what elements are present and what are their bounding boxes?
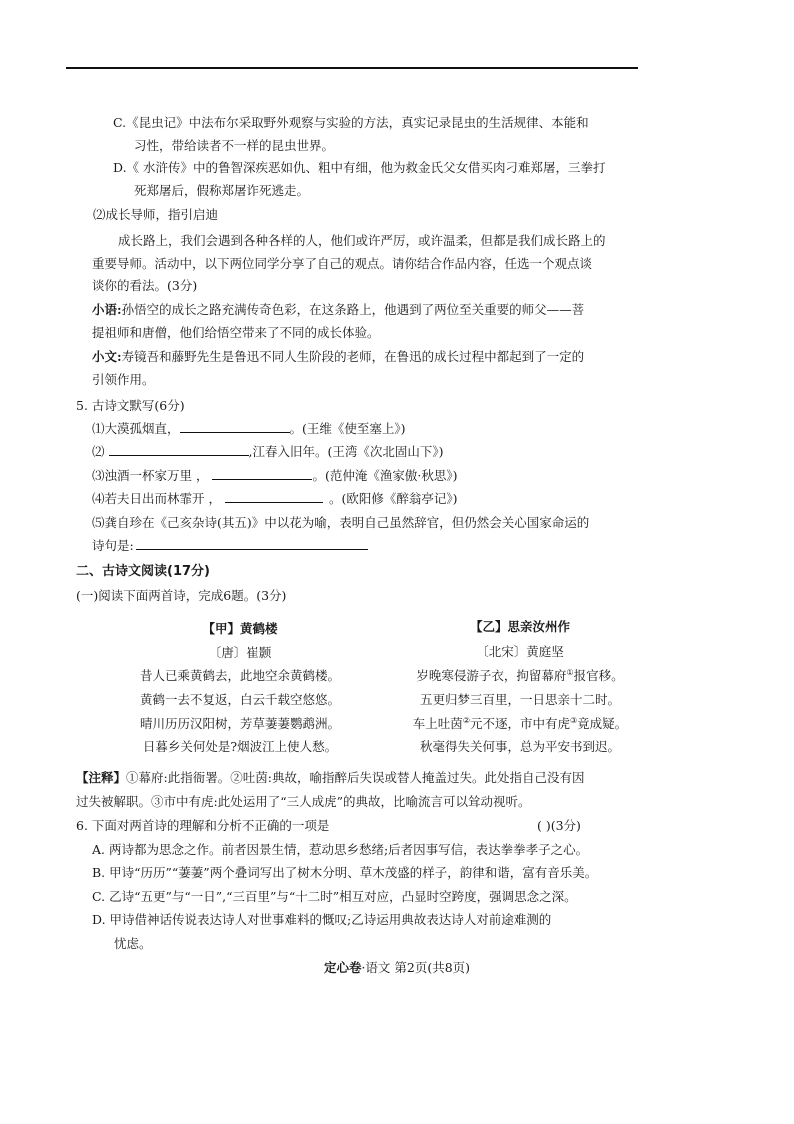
xiaoyu-line2: 提祖师和唐僧，他们给悟空带来了不同的成长体验。 <box>92 325 380 340</box>
note-line2: 过失被解职。③市中有虎:此处运用了“三人成虎”的典故，比喻流言可以耸动视听。 <box>76 794 531 809</box>
q5-item3 <box>92 468 457 484</box>
q6-option-c[interactable]: C. 乙诗“五更”与“一日”,“三百里”与“十二时”相互对应，凸显时空跨度，强调思念之深。 <box>92 889 577 904</box>
xiaoyu-text1: 孙悟空的成长之路充满传奇色彩，在这条路上，他遇到了两位至关重要的师父——菩 <box>121 302 585 317</box>
poem-b-line4: 秋毫得失关何事，总为平安书到迟。 <box>419 739 620 754</box>
xiaowen-line1 <box>92 349 584 365</box>
note-label: 【注释】 <box>76 770 127 785</box>
q4-2-para2: 重要导师。活动中，以下两位同学分享了自己的观点。请你结合作品内容，任选一个观点谈 <box>92 256 593 271</box>
xiaowen-label: 小文: <box>92 349 122 364</box>
poem-b-line2: 五更归梦三百里，一日思亲十二时。 <box>419 692 620 707</box>
note-marker-2: ② <box>462 715 470 725</box>
q5-item3-b: 。(范仲淹《渔家傲·秋思》) <box>312 468 458 483</box>
poem-a-line: 日暮乡关何处是?烟波江上使人愁。 <box>142 739 338 754</box>
footer-brand: 定心卷 <box>323 960 362 975</box>
poem-a-line: 黄鹤一去不复返，白云千载空悠悠。 <box>139 692 340 707</box>
note-marker-3: ③ <box>570 715 578 725</box>
section2-title: 二、古诗文阅读(17分) <box>76 564 210 579</box>
poem-b-line3 <box>380 716 660 732</box>
note-marker-1: ① <box>566 667 574 677</box>
poem-b-line3-c: 竟成疑。 <box>577 716 628 731</box>
page-footer <box>0 958 794 976</box>
q4-2-para1: 成长路上，我们会遇到各种各样的人，他们或许严厉，或许温柔，但都是我们成长路上的 <box>118 233 606 248</box>
poem-a-line: 昔人已乘黄鹤去，此地空余黄鹤楼。 <box>139 668 340 683</box>
poem-b-author: 〔北宋〕黄庭坚 <box>476 644 564 659</box>
poem-a-line: 晴川历历汉阳树，芳草萋萋鹦鹉洲。 <box>139 716 340 731</box>
poem-b-line3-b: 元不逐，市中有虎 <box>469 716 570 731</box>
poem-a-author: 〔唐〕崔颢 <box>208 645 272 660</box>
q5-item3-a: ⑶浊酒一杯家万里 ， <box>92 468 209 483</box>
option-c-line1: C.《昆虫记》中法布尔采取野外观察与实验的方法，真实记录昆虫的生活规律、本能和 <box>113 115 589 130</box>
footer-page: ·语文 第2页(共8页) <box>361 960 471 975</box>
q5-item1-a: ⑴大漠孤烟直， <box>92 421 180 436</box>
q4-2-heading: ⑵成长导师，指引启迪 <box>93 207 219 222</box>
q5-blank5[interactable] <box>136 538 368 550</box>
section2-sub: (一)阅读下面两首诗，完成6题。(3分) <box>76 588 287 603</box>
q5-item2-b: ,江春入旧年。(王湾《次北固山下》) <box>248 444 444 459</box>
option-c-line2: 习性，带给读者不一样的昆虫世界。 <box>134 138 335 153</box>
xiaowen-line2: 引领作用。 <box>92 372 155 387</box>
q6-answer-bracket[interactable]: ( )(3分) <box>537 818 581 833</box>
q5-heading: 5. 古诗文默写(6分) <box>76 398 185 413</box>
q6-stem: 6. 下面对两首诗的理解和分析不正确的一项是 <box>76 818 330 833</box>
q4-2-para3: 谈你的看法。(3分) <box>92 278 198 293</box>
q5-blank1[interactable] <box>180 421 290 433</box>
header-rule <box>66 67 638 69</box>
poem-b-line1 <box>380 668 660 684</box>
q5-item4-a: ⑷若夫日出而林霏开 ， <box>92 491 221 506</box>
note-line1 <box>76 770 584 786</box>
q5-item5-line2 <box>92 538 368 554</box>
note-text1: ①幕府:此指衙署。②吐茵:典故，喻指醉后失误或替人掩盖过失。此处指自己没有因 <box>126 770 585 785</box>
poem-b-line1-a: 岁晚寒侵游子衣，拘留幕府 <box>416 668 567 683</box>
q5-item4 <box>92 491 458 507</box>
q5-item5-prompt: 诗句是: <box>92 538 134 553</box>
poem-b-title: 【乙】思亲汝州作 <box>469 619 570 634</box>
q6-option-d-line2: 忧虑。 <box>114 936 152 951</box>
xiaoyu-line1 <box>92 302 584 318</box>
q6-option-a[interactable]: A. 两诗都为思念之作。前者因景生情，惹动思乡愁绪;后者因事写信，表达拳拳孝子之心。 <box>92 842 589 857</box>
q5-item2 <box>92 444 444 460</box>
q5-blank2[interactable] <box>109 444 249 456</box>
option-d-line1: D.《 水浒传》中的鲁智深疾恶如仇、粗中有细，他为救金氏父女借买肉刁难郑屠，三拳打 <box>113 160 606 175</box>
q5-item5-line1: ⑸龚自珍在《己亥杂诗(其五)》中以花为喻，表明自己虽然辞官，但仍然会关心国家命运的 <box>92 515 590 530</box>
q5-item2-a: ⑵ <box>92 444 105 459</box>
q5-item1 <box>92 421 406 437</box>
poem-b-line3-a: 车上吐茵 <box>412 716 463 731</box>
option-d-line2: 死郑屠后，假称郑屠诈死逃走。 <box>134 183 310 198</box>
q6-option-b[interactable]: B. 甲诗“历历”“萋萋”两个叠词写出了树木分明、草木茂盛的样子，韵律和谐，富有音乐美。 <box>92 865 598 880</box>
poem-a-title: 【甲】黄鹤楼 <box>202 621 278 636</box>
q5-blank3[interactable] <box>212 468 312 480</box>
q5-item4-b: 。(欧阳修《醉翁亭记》) <box>328 491 458 506</box>
xiaoyu-label: 小语: <box>92 302 122 317</box>
q5-item1-b: 。(王维《使至塞上》) <box>289 421 406 436</box>
poem-b-line1-b: 报官移。 <box>573 668 624 683</box>
q6-option-d-line1[interactable]: D. 甲诗借神话传说表达诗人对世事难料的慨叹;乙诗运用典故表达诗人对前途难测的 <box>92 912 552 927</box>
xiaowen-text1: 寿镜吾和藤野先生是鲁迅不同人生阶段的老师，在鲁迅的成长过程中都起到了一定的 <box>121 349 585 364</box>
q5-blank4[interactable] <box>225 491 323 503</box>
